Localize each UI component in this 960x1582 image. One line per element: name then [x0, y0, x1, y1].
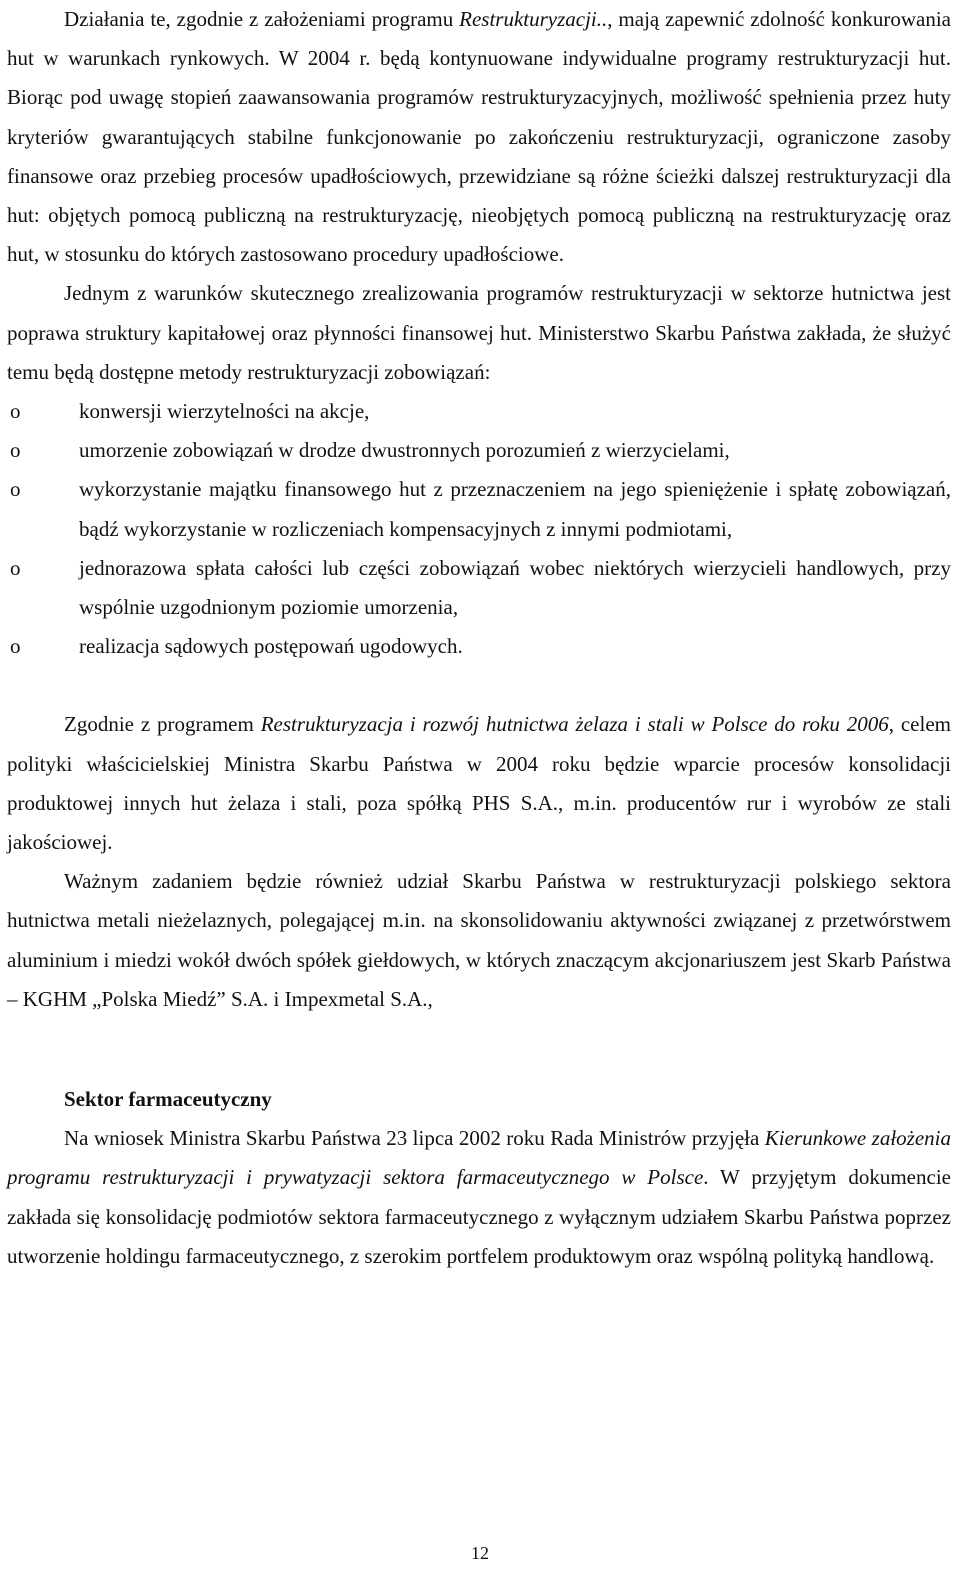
program-title-italic: Restrukturyzacja i rozwój hutnictwa żelaza i stali w Polsce do roku 2006 — [260, 712, 889, 737]
page-number: 12 — [471, 1543, 489, 1563]
paragraph-text: , celem polityki właścicielskiej Ministra Skarbu Państwa w 2004 roku będzie wparcie procesów konsolidacji produktowej innych hut żelaza i stali, poza spółką PHS S.A., m.in. producentów rur i wyrobów ze stali jakościowej. — [7, 712, 951, 855]
debt-restructuring-methods-list — [7, 392, 951, 666]
program-title-italic: Kierunkowe założenia programu restrukturyzacji i prywatyzacji sektora farmaceutycznego w Polsce — [7, 1126, 951, 1190]
bullet-marker: o — [10, 399, 21, 424]
paragraph-pharmaceutical-sector — [7, 1119, 951, 1276]
program-title-italic: Restrukturyzacji.. — [459, 7, 608, 31]
bullet-marker: o — [10, 634, 21, 659]
paragraph-ownership-policy — [7, 705, 951, 862]
paragraph-restructuring-paths — [7, 0, 951, 274]
list-item-text: wykorzystanie majątku finansowego hut z przeznaczeniem na jego spieniężenie i spłatę zobowiązań, bądź wykorzystanie w rozliczeniach kompensacyjnych z innymi podmiotami, — [79, 477, 951, 541]
list-item-text: jednorazowa spłata całości lub części zobowiązań wobec niektórych wierzycieli handlowych, przy wspólnie uzgodnionym poziomie umorzenia, — [79, 555, 951, 620]
list-item-text: realizacja sądowych postępowań ugodowych. — [79, 634, 463, 659]
document-page — [7, 0, 951, 1276]
bullet-marker: o — [10, 555, 21, 580]
section-heading-pharmaceutical: Sektor farmaceutyczny — [64, 1087, 272, 1112]
paragraph-text: Działania te, zgodnie z założeniami programu — [64, 7, 460, 31]
paragraph-text: Na wniosek Ministra Skarbu Państwa 23 lipca 2002 roku Rada Ministrów przyjęła — [64, 1126, 765, 1151]
list-item — [7, 392, 951, 431]
paragraph-text: . W przyjętym dokumencie zakłada się konsolidację podmiotów sektora farmaceutycznego z wyłącznym udziałem Skarbu Państwa poprzez utworzenie holdingu farmaceutycznego, z szerokim portfelem produktowym oraz wspólną polityką handlową. — [7, 1165, 951, 1268]
bullet-marker: o — [10, 477, 21, 502]
list-item — [7, 627, 951, 666]
paragraph-capital-structure: Jednym z warunków skutecznego zrealizowania programów restrukturyzacji w sektorze hutnictwa jest poprawa struktury kapitałowej oraz płynności finansowej hut. Ministerstwo Skarbu Państwa zakłada, że służyć temu będą dostępne metody restrukturyzacji zobowiązań: — [7, 281, 951, 384]
paragraph-text: , mają zapewnić zdolność konkurowania hut w warunkach rynkowych. W 2004 r. będą kontynuowane indywidualne programy restrukturyzacji hut. Biorąc pod uwagę stopień zaawansowania programów restrukturyzacyjnych, możliwość spełnienia przez huty kryteriów gwarantujących stabilne funkcjonowanie po zakończeniu restrukturyzacji, ograniczone zasoby finansowe oraz przebieg procesów upadłościowych, przewidziane są różne ścieżki dalszej restrukturyzacji dla hut: objętych pomocą publiczną na restrukturyzację, nieobjętych pomocą publiczną na restrukturyzację oraz hut, w stosunku do których zastosowano procedury upadłościowe. — [7, 7, 951, 267]
bullet-marker: o — [10, 438, 21, 463]
list-item — [7, 470, 951, 548]
paragraph-text: Zgodnie z programem — [64, 712, 261, 737]
list-item-text: umorzenie zobowiązań w drodze dwustronnych porozumień z wierzycielami, — [79, 438, 730, 463]
paragraph-non-ferrous-metals: Ważnym zadaniem będzie również udział Skarbu Państwa w restrukturyzacji polskiego sektora hutnictwa metali nieżelaznych, polegającej m.in. na skonsolidowaniu aktywności związanej z przetwórstwem aluminium i miedzi wokół dwóch spółek giełdowych, w których znaczącym akcjonariuszem jest Skarb Państwa – KGHM „Polska Miedź” S.A. i Impexmetal S.A., — [7, 869, 951, 1011]
list-item — [7, 549, 951, 627]
list-item — [7, 431, 951, 470]
list-item-text: konwersji wierzytelności na akcje, — [79, 399, 370, 424]
